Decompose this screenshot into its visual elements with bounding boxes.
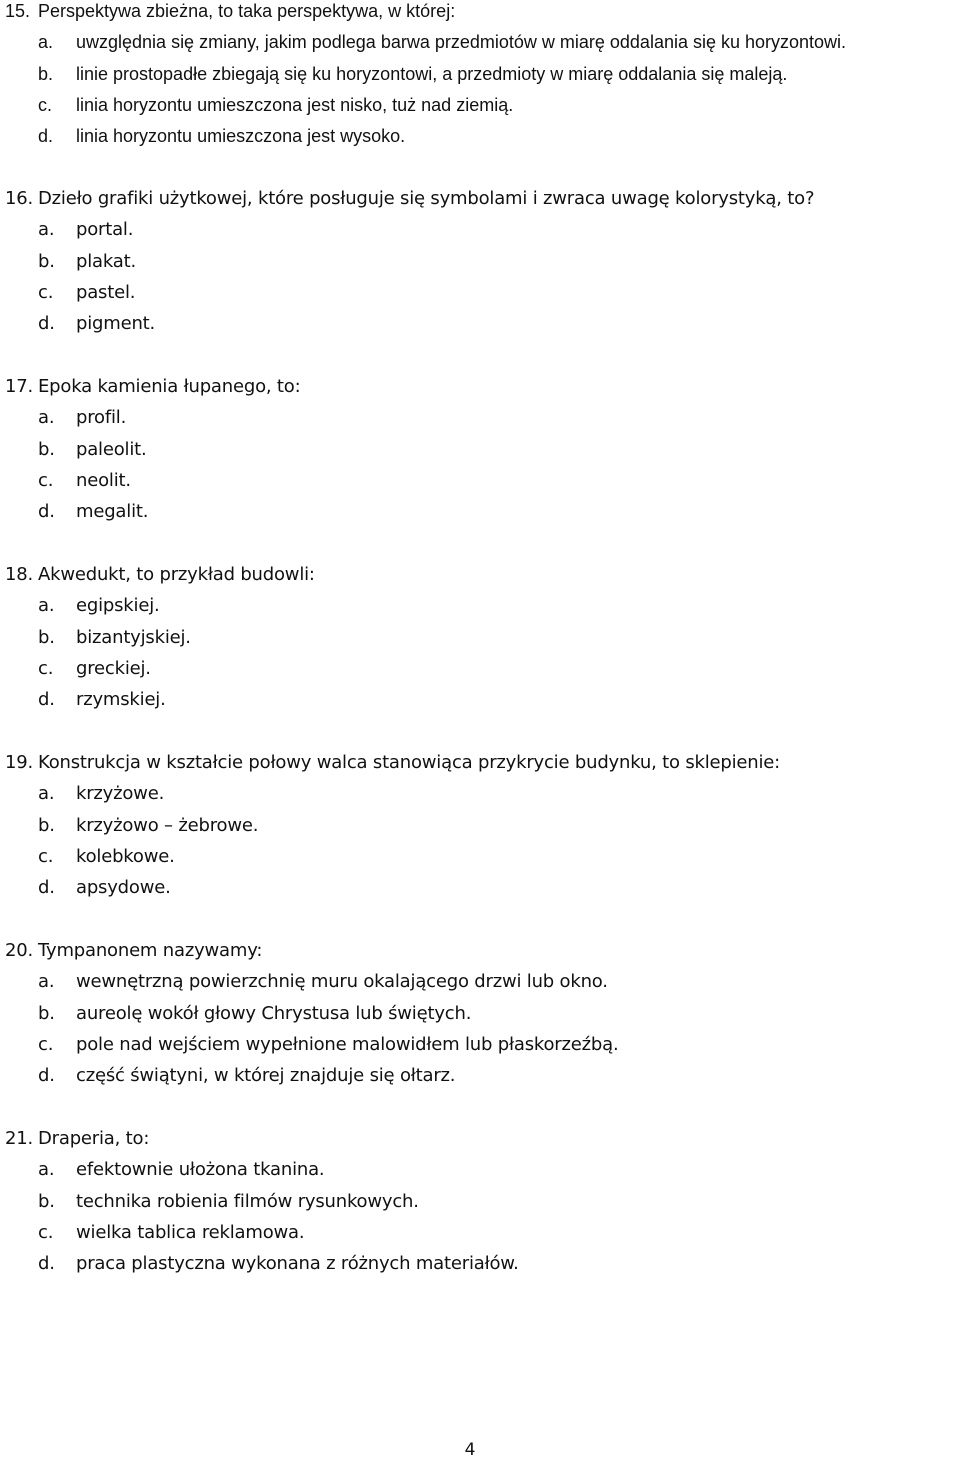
question-header <box>0 747 960 778</box>
option-letter: a. <box>38 783 55 805</box>
option-letter: a. <box>38 595 55 617</box>
option-letter: b. <box>38 250 55 272</box>
option-letter: b. <box>38 438 55 460</box>
question-16 <box>0 183 960 339</box>
question-text: Akwedukt, to przykład budowli: <box>38 564 315 585</box>
question-text: Perspektywa zbieżna, to taka perspektywa, w której: <box>38 1 456 21</box>
option-text: greckiej. <box>76 657 151 679</box>
option-text: megalit. <box>76 501 149 523</box>
answer-option <box>0 402 960 433</box>
option-text: pigment. <box>76 313 156 335</box>
answer-option <box>0 966 960 997</box>
option-text: rzymskiej. <box>76 689 166 711</box>
option-letter: d. <box>38 1065 55 1087</box>
question-number: 15. <box>5 1 31 21</box>
question-header <box>0 183 960 214</box>
option-letter: a. <box>38 971 55 993</box>
answer-option <box>0 1248 960 1279</box>
option-letter: c. <box>38 94 53 115</box>
option-letter: b. <box>38 1190 55 1212</box>
answer-option <box>0 622 960 653</box>
answer-option <box>0 1060 960 1091</box>
option-letter: a. <box>38 407 55 429</box>
answer-option <box>0 590 960 621</box>
question-text: Tympanonem nazywamy: <box>38 940 263 961</box>
answer-option <box>0 308 960 339</box>
answer-option <box>0 872 960 903</box>
question-text: Epoka kamienia łupanego, to: <box>38 376 301 397</box>
question-number: 20. <box>5 940 34 961</box>
option-letter: c. <box>38 845 54 867</box>
question-number: 16. <box>5 188 34 209</box>
option-text: krzyżowo – żebrowe. <box>76 814 259 836</box>
answer-option <box>0 1154 960 1185</box>
option-text: pole nad wejściem wypełnione malowidłem lub płaskorzeźbą. <box>76 1033 619 1055</box>
option-letter: b. <box>38 1002 55 1024</box>
option-letter: c. <box>38 281 54 303</box>
option-letter: d. <box>38 501 55 523</box>
answer-option <box>0 246 960 277</box>
question-header <box>0 1123 960 1154</box>
option-text: wewnętrzną powierzchnię muru okalającego drzwi lub okno. <box>76 971 608 993</box>
option-text: wielka tablica reklamowa. <box>76 1221 305 1243</box>
question-18 <box>0 559 960 715</box>
answer-option <box>0 90 960 121</box>
question-17 <box>0 371 960 527</box>
option-text: pastel. <box>76 281 136 303</box>
option-letter: a. <box>38 32 54 53</box>
option-letter: d. <box>38 689 55 711</box>
answer-option <box>0 653 960 684</box>
answer-option <box>0 684 960 715</box>
option-letter: c. <box>38 1221 54 1243</box>
option-text: linia horyzontu umieszczona jest nisko, tuż nad ziemią. <box>76 94 514 115</box>
answer-option <box>0 27 960 58</box>
option-text: część świątyni, w której znajduje się ołtarz. <box>76 1065 456 1087</box>
question-text: Konstrukcja w kształcie połowy walca stanowiąca przykrycie budynku, to sklepienie: <box>38 752 781 773</box>
option-text: profil. <box>76 407 127 429</box>
option-text: egipskiej. <box>76 595 160 617</box>
option-letter: d. <box>38 877 55 899</box>
option-text: neolit. <box>76 469 131 491</box>
answer-option <box>0 434 960 465</box>
option-letter: b. <box>38 626 55 648</box>
answer-option <box>0 1029 960 1060</box>
question-text: Dzieło grafiki użytkowej, które posługuje się symbolami i zwraca uwagę kolorystyką, to? <box>38 188 815 209</box>
question-number: 19. <box>5 752 34 773</box>
question-21 <box>0 1123 960 1279</box>
option-letter: a. <box>38 219 55 241</box>
option-text: linie prostopadłe zbiegają się ku horyzontowi, a przedmioty w miarę oddalania się maleją. <box>76 63 788 84</box>
option-text: aureolę wokół głowy Chrystusa lub świętych. <box>76 1002 472 1024</box>
option-letter: a. <box>38 1159 55 1181</box>
option-text: paleolit. <box>76 438 147 460</box>
answer-option <box>0 496 960 527</box>
option-text: uwzględnia się zmiany, jakim podlega barwa przedmiotów w miarę oddalania się ku horyzontowi. <box>76 32 847 53</box>
answer-option <box>0 59 960 90</box>
answer-option <box>0 841 960 872</box>
option-letter: d. <box>38 1253 55 1275</box>
question-number: 17. <box>5 376 34 397</box>
question-number: 21. <box>5 1128 34 1149</box>
answer-option <box>0 778 960 809</box>
answer-option <box>0 810 960 841</box>
option-letter: d. <box>38 313 55 335</box>
question-15 <box>0 0 960 152</box>
option-text: kolebkowe. <box>76 845 175 867</box>
question-header <box>0 935 960 966</box>
question-header <box>0 371 960 402</box>
option-letter: c. <box>38 469 54 491</box>
option-text: krzyżowe. <box>76 783 165 805</box>
answer-option <box>0 214 960 245</box>
option-letter: c. <box>38 1033 54 1055</box>
option-text: bizantyjskiej. <box>76 626 191 648</box>
option-text: technika robienia filmów rysunkowych. <box>76 1190 419 1212</box>
page-number: 4 <box>464 1440 476 1460</box>
question-20 <box>0 935 960 1091</box>
option-text: plakat. <box>76 250 136 272</box>
answer-option <box>0 277 960 308</box>
option-text: apsydowe. <box>76 877 171 899</box>
option-text: efektownie ułożona tkanina. <box>76 1159 325 1181</box>
answer-option <box>0 121 960 152</box>
option-letter: b. <box>38 814 55 836</box>
answer-option <box>0 998 960 1029</box>
option-text: linia horyzontu umieszczona jest wysoko. <box>76 126 406 147</box>
option-letter: d. <box>38 126 54 147</box>
answer-option <box>0 1217 960 1248</box>
question-text: Draperia, to: <box>38 1128 150 1149</box>
question-header <box>0 559 960 590</box>
answer-option <box>0 1186 960 1217</box>
question-header <box>0 0 960 27</box>
option-text: praca plastyczna wykonana z różnych materiałów. <box>76 1253 519 1275</box>
option-letter: c. <box>38 657 54 679</box>
question-19 <box>0 747 960 903</box>
question-number: 18. <box>5 564 34 585</box>
answer-option <box>0 465 960 496</box>
option-text: portal. <box>76 219 134 241</box>
option-letter: b. <box>38 63 54 84</box>
